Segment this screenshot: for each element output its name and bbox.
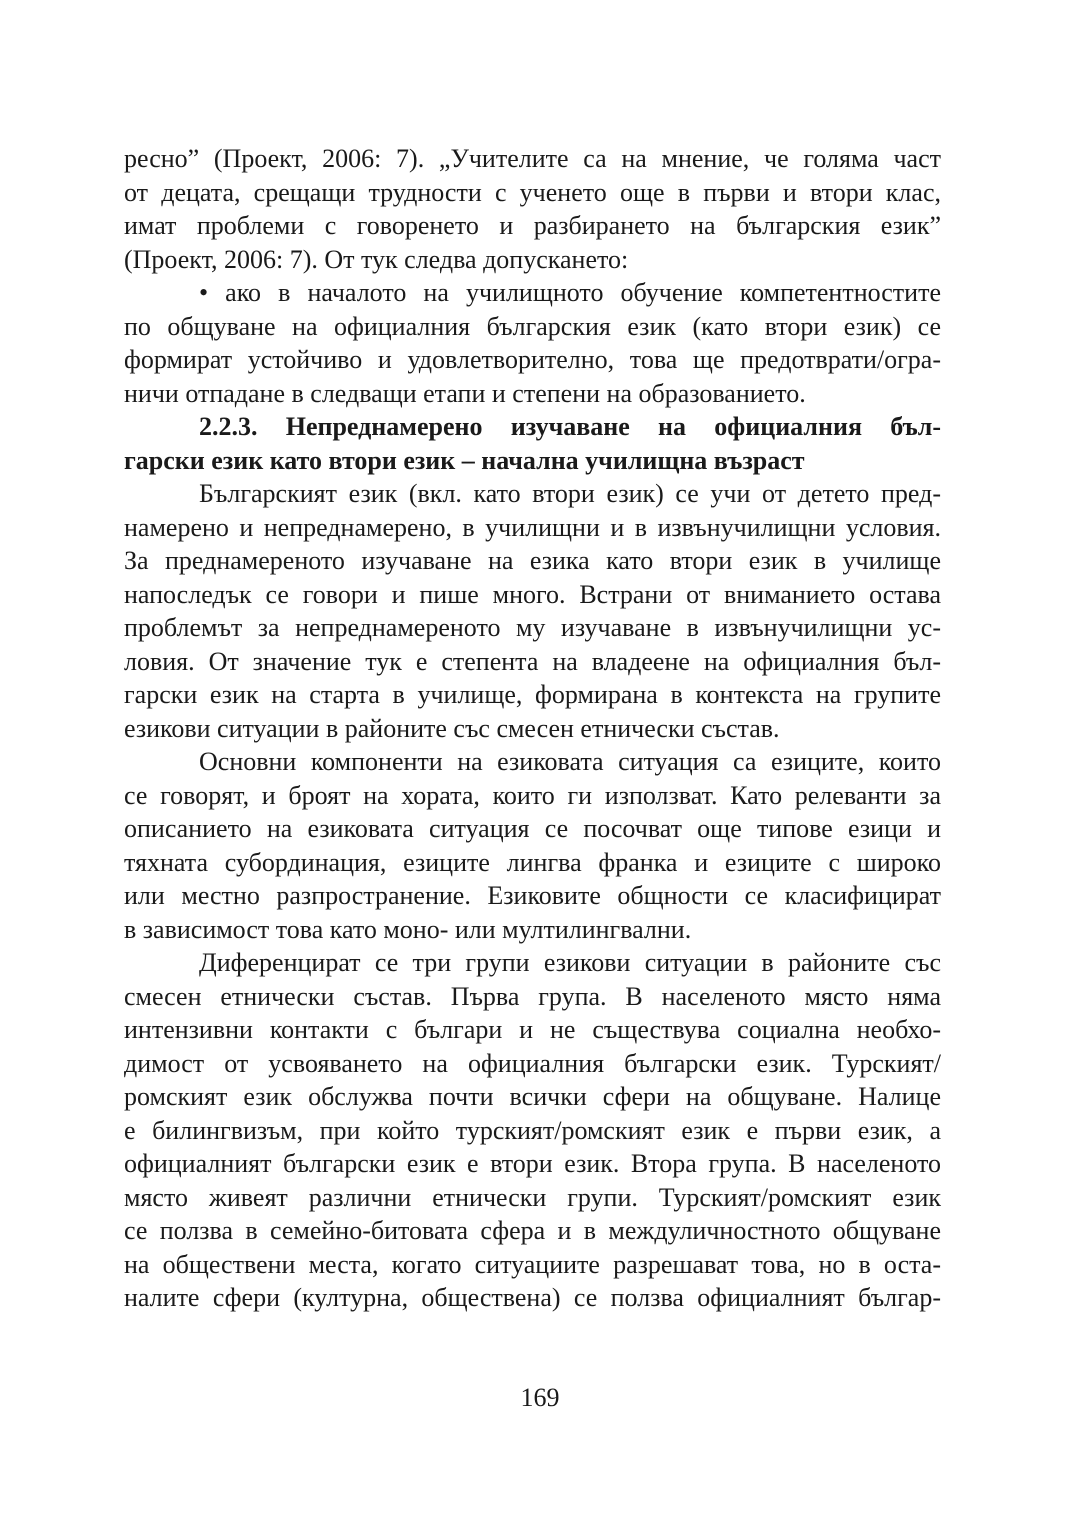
text-line: в зависимост това като моно- или мултилингвални. bbox=[124, 914, 692, 944]
text-line: • ако в началото на училищното обучение компетентностите bbox=[199, 278, 941, 307]
text-line: интензивни контакти с българи и не съществува социална необхо- bbox=[124, 1015, 941, 1044]
text-line: ничи отпадане в следващи етапи и степени на образованието. bbox=[124, 378, 806, 408]
text-line: от децата, срещащи трудности с ученето още в първи и втори клас, bbox=[124, 177, 941, 207]
text-line: място живеят различни етнически групи. Турският/ромският език bbox=[124, 1182, 941, 1212]
text-line: ромският език обслужва почти всички сфери на общуване. Налице bbox=[124, 1082, 941, 1111]
text-line: официалният български език е втори език. Втора група. В населеното bbox=[124, 1149, 941, 1178]
text-line: тяхната субординация, езиците лингва франка и езиците с широко bbox=[124, 847, 941, 877]
text-line: се говорят, и броят на хората, които ги използват. Като релеванти за bbox=[124, 780, 941, 810]
page-number: 169 bbox=[520, 1383, 560, 1412]
text-line: смесен етнически състав. Първа група. В населеното място няма bbox=[124, 981, 941, 1011]
text-line: описанието на езиковата ситуация се посочват още типове езици и bbox=[124, 814, 941, 843]
text-line: Диференцират се три групи езикови ситуации в районите със bbox=[199, 948, 941, 977]
text-line: налите сфери (културна, обществена) се ползва официалният българ- bbox=[124, 1283, 941, 1312]
text-line: гарски език на старта в училище, формирана в контекста на групите bbox=[124, 680, 941, 709]
text-line: формират устойчиво и удовлетворително, това ще предотврати/огра- bbox=[124, 345, 941, 374]
page-body bbox=[124, 142, 941, 1315]
text-line: е билингвизъм, при който турският/ромският език е първи език, а bbox=[124, 1115, 941, 1145]
text-line: или местно разпространение. Езиковите общности се класифицират bbox=[124, 881, 941, 910]
text-line: напоследък се говори и пише много. Встрани от вниманието остава bbox=[124, 579, 941, 609]
text-line: имат проблеми с говоренето и разбирането на българския език” bbox=[124, 211, 941, 240]
text-line: Българският език (вкл. като втори език) се учи от детето пред- bbox=[199, 479, 941, 508]
text-line: (Проект, 2006: 7). От тук следва допускането: bbox=[124, 244, 629, 274]
text-line: Основни компоненти на езиковата ситуация са езиците, които bbox=[199, 747, 941, 776]
section-heading-line: 2.2.3. Непреднамерено изучаване на официалния бъл- bbox=[199, 412, 941, 441]
text-line: За преднамереното изучаване на езика като втори език в училище bbox=[124, 546, 941, 575]
text-line: на обществени места, когато ситуациите разрешават това, но в оста- bbox=[124, 1249, 941, 1279]
text-line: по общуване на официалния българския език (като втори език) се bbox=[124, 311, 941, 341]
text-line: ловия. От значение тук е степента на владеене на официалния бъл- bbox=[124, 646, 941, 676]
text-line: димост от усвояването на официалния български език. Турският/ bbox=[124, 1048, 941, 1078]
text-line: намерено и непреднамерено, в училищни и в извънучилищни условия. bbox=[124, 512, 941, 542]
text-line: се ползва в семейно-битовата сфера и в междуличностното общуване bbox=[124, 1216, 941, 1245]
text-line: проблемът за непреднамереното му изучаване в извънучилищни ус- bbox=[124, 613, 941, 642]
section-heading-line: гарски език като втори език – начална училищна възраст bbox=[124, 445, 805, 475]
text-line: езикови ситуации в районите със смесен етнически състав. bbox=[124, 713, 780, 743]
text-line: ресно” (Проект, 2006: 7). „Учителите са на мнение, че голяма част bbox=[124, 144, 941, 173]
